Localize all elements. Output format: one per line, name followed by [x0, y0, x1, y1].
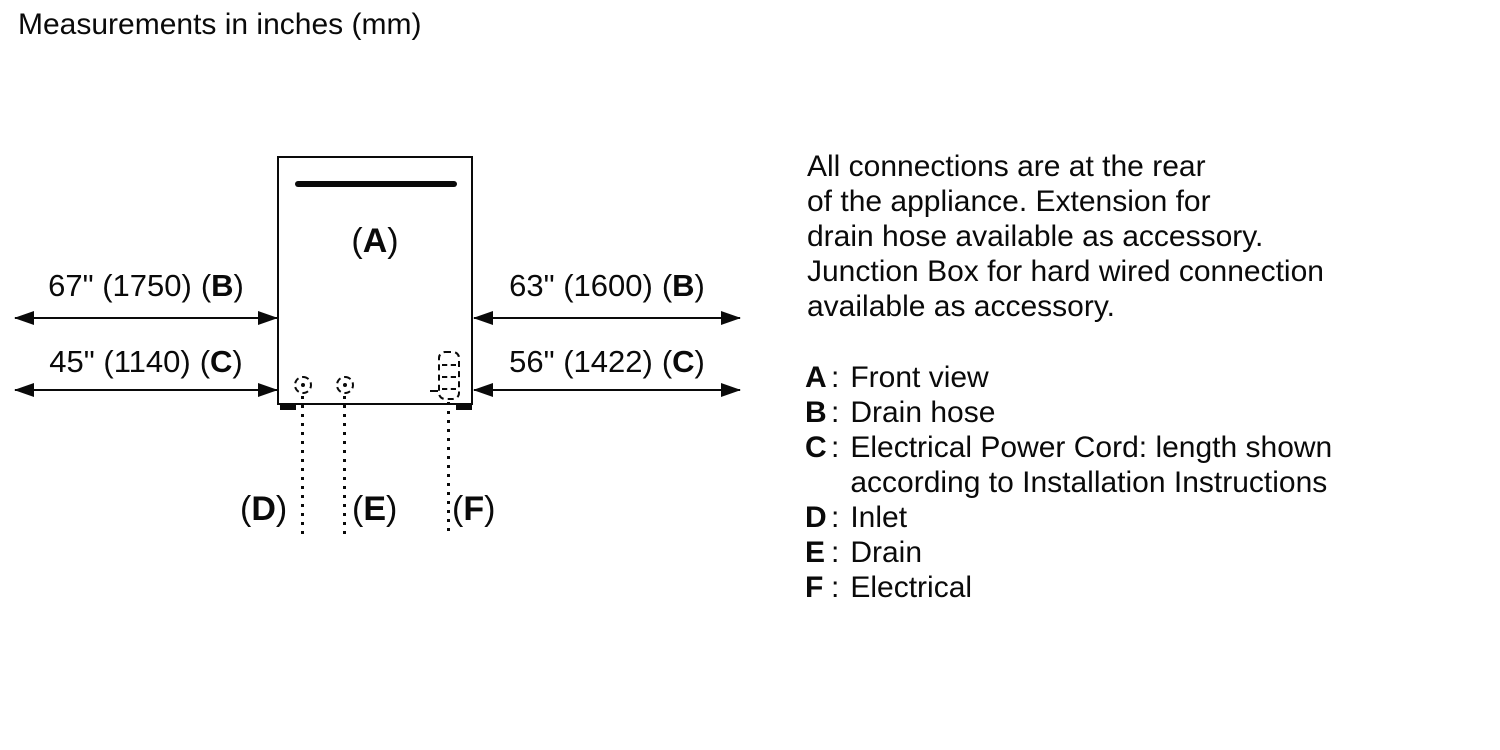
note-line: of the appliance. Extension for [807, 185, 1211, 218]
legend-item-c: C : Electrical Power Cord: length shown according to Installation Instructions [805, 431, 1333, 499]
dimension-arrow-right-drain-hose [474, 317, 740, 319]
electrical-connection-icon [438, 351, 460, 400]
label-f-electrical: (F) [452, 490, 496, 528]
drain-connection-icon [336, 376, 354, 394]
legend-text: Drain hose [850, 396, 996, 429]
dimension-label-right-c: 56" (1422) (C) [509, 344, 705, 379]
connector-bar [442, 388, 456, 390]
leader-line-inlet [301, 396, 304, 534]
dimension-arrow-left-drain-hose [15, 317, 277, 319]
legend-item-e: E : Drain [805, 536, 923, 569]
legend-text: Drain [850, 536, 923, 569]
legend-text: Electrical [850, 571, 973, 604]
legend-key: A [805, 361, 827, 394]
legend-key: F [805, 571, 824, 604]
dimension-arrow-left-power-cord [15, 389, 277, 391]
connection-notes [807, 149, 1324, 324]
legend-item-d: D : Inlet [805, 501, 908, 534]
dimension-label-left-c: 45" (1140) (C) [49, 344, 243, 379]
leader-line-electrical [447, 402, 450, 534]
legend-key: B [805, 396, 827, 429]
legend-text-line: Electrical Power Cord: length shown [850, 431, 1333, 464]
dimension-label-left-b: 67" (1750) (B) [48, 268, 244, 303]
legend-text: Inlet [850, 501, 908, 534]
inlet-connection-icon [294, 376, 312, 394]
label-a-front-view: (A) [351, 222, 399, 260]
appliance-foot-right [456, 403, 472, 410]
label-d-inlet: (D) [240, 490, 288, 528]
legend-text: Front view [850, 361, 989, 394]
page-title: Measurements in inches (mm) [18, 8, 422, 41]
legend-key: E [805, 536, 826, 569]
legend-key: C [805, 431, 827, 464]
appliance-foot-left [280, 403, 296, 410]
label-e-drain: (E) [352, 490, 398, 528]
legend-item-f: F : Electrical [805, 571, 973, 604]
legend-item-a: A : Front view [805, 361, 989, 394]
leader-line-drain [343, 396, 346, 534]
door-handle-bar [295, 181, 457, 187]
note-line: All connections are at the rear [807, 150, 1206, 183]
connector-bar [442, 376, 456, 378]
note-line: Junction Box for hard wired connection [807, 255, 1324, 288]
connector-tail [430, 390, 438, 392]
connector-bar [442, 364, 456, 366]
dimension-arrow-right-power-cord [474, 389, 740, 391]
legend-key: D [805, 501, 827, 534]
legend [805, 360, 1332, 605]
legend-item-b: B : Drain hose [805, 396, 996, 429]
dimension-label-right-b: 63" (1600) (B) [509, 268, 705, 303]
legend-text [850, 430, 1332, 500]
note-line: available as accessory. [807, 290, 1115, 323]
note-line: drain hose available as accessory. [807, 220, 1264, 253]
legend-text-line: according to Installation Instructions [850, 466, 1328, 499]
